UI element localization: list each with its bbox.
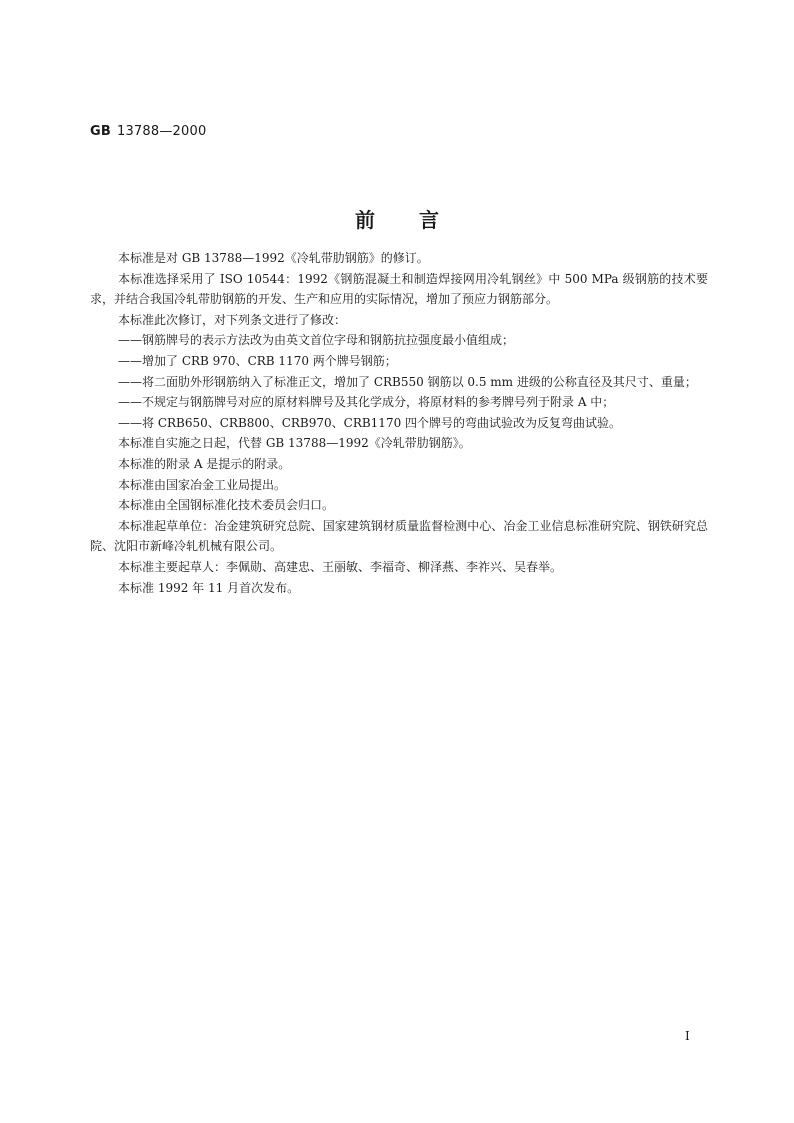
standard-number: 13788—2000 [116,124,207,139]
list-item-change-raw-material: ——不规定与钢筋牌号对应的原材料牌号及其化学成分，将原材料的参考牌号列于附录 A 中； [118,395,615,410]
list-item-change-bend-test: ——将 CRB650、CRB800、CRB970、CRB1170 四个牌号的弯曲试验改为反复弯曲试验。 [118,415,622,430]
standard-prefix: GB [90,124,111,139]
paragraph-proposed-by: 本标准由国家冶金工业局提出。 [118,477,287,492]
preface-body [90,248,708,598]
list-item-change-two-rib: ——将二面肋外形钢筋纳入了标准正文，增加了 CRB550 钢筋以 0.5 mm 进级的公称直径及其尺寸、重量； [118,374,697,389]
paragraph-first-issue: 本标准 1992 年 11 月首次发布。 [118,580,300,595]
paragraph-appendix-note: 本标准的附录 A 是提示的附录。 [118,456,291,471]
paragraph-drafting-units: 本标准起草单位：冶金建筑研究总院、国家建筑钢材质量监督检测中心、冶金工业信息标准研究院、钢铁研究总院、沈阳市新峰冷轧机械有限公司。 [90,518,708,554]
page-title: 前言 [355,208,483,232]
list-item-change-grade-notation: ——钢筋牌号的表示方法改为由英文首位字母和钢筋抗拉强度最小值组成； [118,333,515,348]
list-item-change-new-grades: ——增加了 CRB 970、CRB 1170 两个牌号钢筋； [118,353,397,368]
paragraph-changes-intro: 本标准此次修订，对下列条文进行了修改： [118,312,347,327]
paragraph-adoption: 本标准选择采用了 ISO 10544：1992《钢筋混凝土和制造焊接网用冷轧钢丝》中 500 MPa 级钢筋的技术要求，并结合我国冷轧带肋钢筋的开发、生产和应用的实际情况，增加了预应力钢筋部分。 [90,271,708,307]
page-number: I [685,1029,690,1043]
paragraph-drafters: 本标准主要起草人：李佩勋、高建忠、王丽敏、李福奇、柳泽燕、李祚兴、吴春举。 [118,559,563,574]
standard-code [90,124,206,139]
paragraph-responsible-committee: 本标准由全国钢标准化技术委员会归口。 [118,498,335,513]
paragraph-revision-of: 本标准是对 GB 13788—1992《冷轧带肋钢筋》的修订。 [118,251,429,265]
paragraph-supersedes: 本标准自实施之日起，代替 GB 13788—1992《冷轧带肋钢筋》。 [118,436,471,451]
